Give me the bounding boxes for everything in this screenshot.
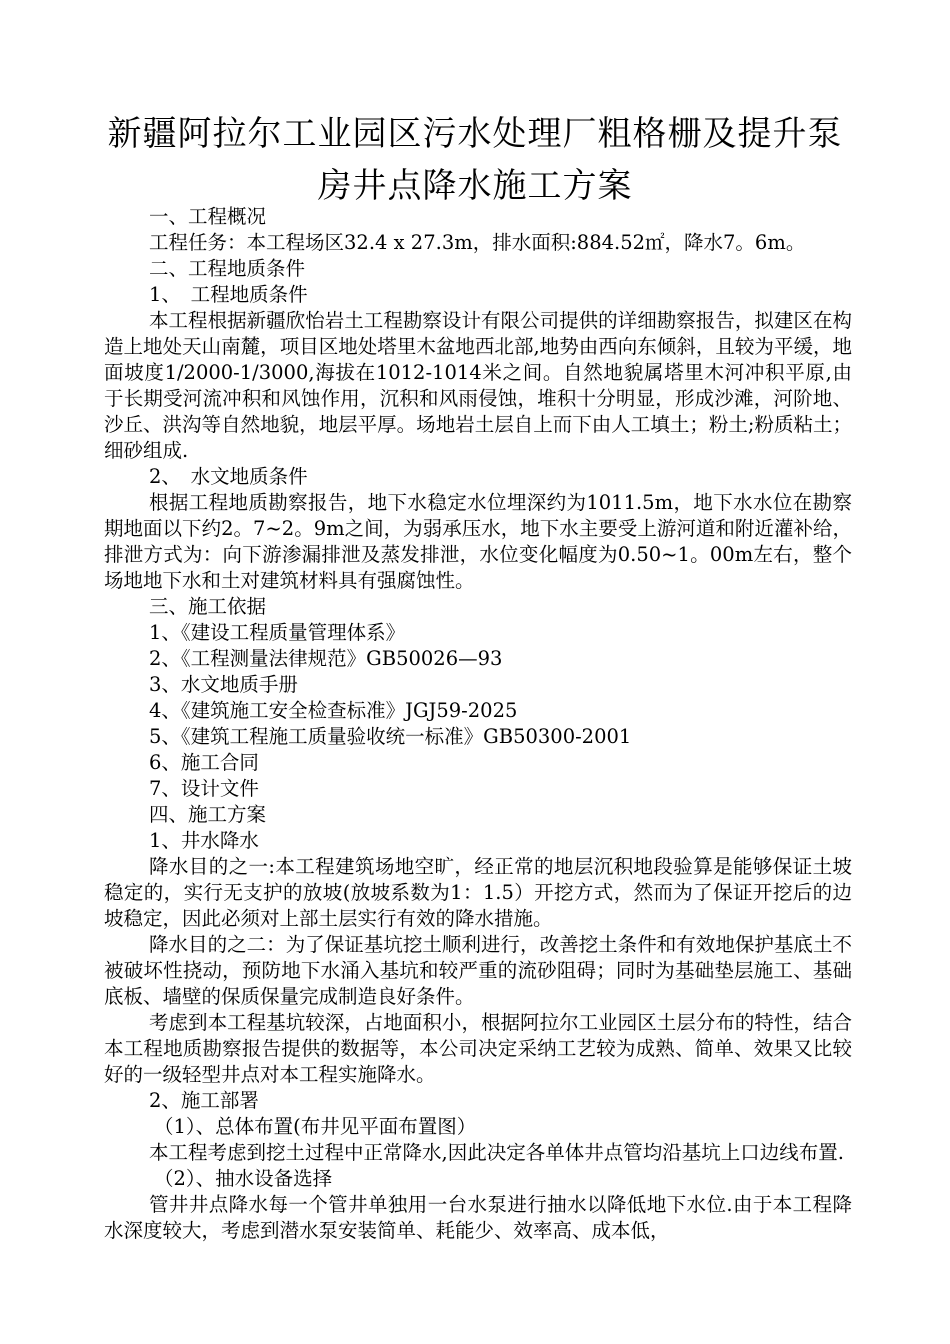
subheading-geology: 1、 工程地质条件: [149, 283, 308, 306]
title-line-1: 新疆阿拉尔工业园区污水处理厂粗格栅及提升泵: [107, 114, 843, 154]
paragraph-hydrology: 根据工程地质勘察报告，地下水稳定水位埋深约为1011.5m，地下水水位在勘察期地面以下约2。7~2。9m之间，为弱承压水，地下水主要受上游河道和附近灌补给，排泄方式为：向下游渗漏排泄及蒸发排泄，水位变化幅度为0.50~1。00m左右，整个场地地下水和土对建筑材料具有强腐蚀性。: [104, 491, 852, 592]
list-item: 3、水文地质手册: [149, 673, 298, 696]
subheading-well-dewatering: 1、井水降水: [149, 829, 259, 852]
list-item: 7、设计文件: [149, 777, 259, 800]
paragraph-pump-selection: 管井井点降水每一个管井单独用一台水泵进行抽水以降低地下水位.由于本工程降水深度较大，考虑到潜水泵安装简单、耗能少、效率高、成本低，: [104, 1193, 852, 1242]
paragraph-consideration: 考虑到本工程基坑较深，占地面积小，根据阿拉尔工业园区土层分布的特性，结合本工程地质勘察报告提供的数据等，本公司决定采纳工艺较为成熟、简单、效果又比较好的一级轻型井点对本工程实施降水。: [104, 1011, 852, 1086]
subheading-layout: （1）、总体布置(布井见平面布置图）: [154, 1115, 477, 1138]
list-item: 5、《建筑工程施工质量验收统一标准》GB50300-2001: [149, 725, 632, 748]
list-item: 6、施工合同: [149, 751, 259, 774]
paragraph-geology: 本工程根据新疆欣怡岩土工程勘察设计有限公司提供的详细勘察报告，拟建区在构造上地处天山南麓，项目区地处塔里木盆地西北部,地势由西向东倾斜，且较为平缓，地面坡度1/2000-1/3000,海拔在1012-1014米之间。自然地貌属塔里木河冲积平原,由于长期受河流冲积和风蚀作用，沉积和风雨侵蚀，堆积十分明显，形成沙滩，河阶地、沙丘、洪沟等自然地貌，地层平厚。场地岩土层自上而下由人工填土；粉土;粉质粘土；细砂组成.: [104, 309, 852, 462]
list-item: 4、《建筑施工安全检查标准》JGJ59-2025: [149, 699, 518, 722]
paragraph-task: 工程任务：本工程场区32.4 x 27.3m，排水面积:884.52㎡，降水7。6m。: [149, 231, 806, 254]
document-title: [100, 108, 850, 212]
subheading-pump-selection: （2）、抽水设备选择: [154, 1167, 333, 1190]
subheading-deployment: 2、施工部署: [149, 1089, 259, 1112]
section-heading-plan: 四、施工方案: [149, 803, 267, 826]
paragraph-purpose-2: 降水目的之二：为了保证基坑挖土顺利进行，改善挖土条件和有效地保护基底土不被破坏性挠动，预防地下水涌入基坑和较严重的流砂阻碍；同时为基础垫层施工、基础底板、墙壁的保质保量完成制造良好条件。: [104, 933, 852, 1008]
section-heading-basis: 三、施工依据: [149, 595, 267, 618]
section-heading-geology: 二、工程地质条件: [149, 257, 306, 280]
subheading-hydrology: 2、 水文地质条件: [149, 465, 308, 488]
paragraph-layout: 本工程考虑到挖土过程中正常降水,因此决定各单体井点管均沿基坑上口边线布置.: [149, 1141, 844, 1164]
title-line-2: 房井点降水施工方案: [317, 166, 633, 206]
list-item: 2、《工程测量法律规范》GB50026—93: [149, 647, 503, 670]
section-heading-overview: 一、工程概况: [149, 205, 267, 228]
list-item: 1、《建设工程质量管理体系》: [149, 621, 406, 644]
paragraph-purpose-1: 降水目的之一:本工程建筑场地空旷，经正常的地层沉积地段验算是能够保证土坡稳定的，实行无支护的放坡(放坡系数为1：1.5）开挖方式，然而为了保证开挖后的边坡稳定，因此必须对上部土层实行有效的降水措施。: [104, 855, 852, 930]
document-body: [104, 204, 852, 1244]
